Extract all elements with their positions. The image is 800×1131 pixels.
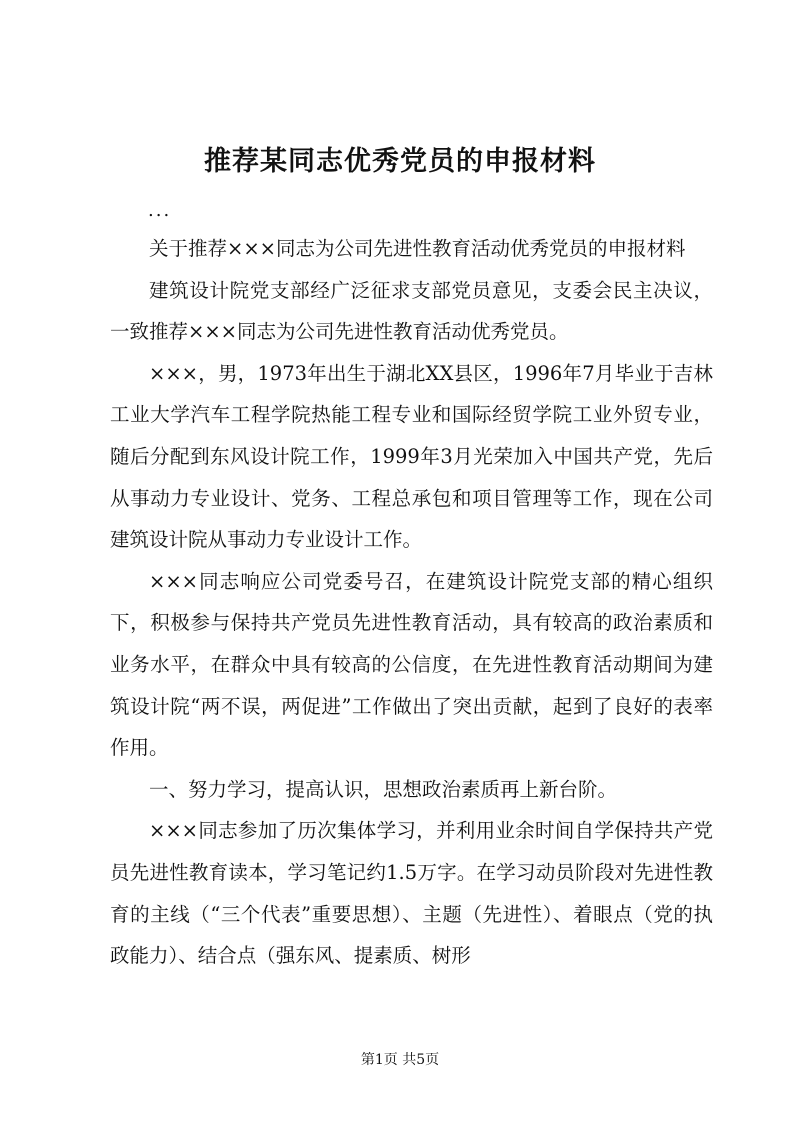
page-footer: 第1页 共5页 <box>360 1052 440 1068</box>
paragraph-recommendation: 建筑设计院党支部经广泛征求支部党员意见，支委会民主决议，一致推荐×××同志为公司先进性教育活动优秀党员。 <box>110 278 713 344</box>
paragraph-biography: ×××，男，1973年出生于湖北XX县区，1996年7月毕业于吉林工业大学汽车工程学院热能工程专业和国际经贸学院工业外贸专业，随后分配到东风设计院工作，1999年3月光荣加入中国共产党，先后从事动力专业设计、党务、工程总承包和项目管理等工作，现在公司建筑设计院从事动力专业设计工作。 <box>110 361 713 552</box>
section-heading-one: 一、努力学习，提高认识，思想政治素质再上新台阶。 <box>149 777 618 801</box>
ellipsis-mark: ... <box>148 200 172 221</box>
paragraph-contribution: ×××同志响应公司党委号召，在建筑设计院党支部的精心组织下，积极参与保持共产党员先进性教育活动，具有较高的政治素质和业务水平，在群众中具有较高的公信度，在先进性教育活动期间为建筑设计院“两不误，两促进”工作做出了突出贡献，起到了良好的表率作用。 <box>110 569 713 760</box>
paragraph-study: ×××同志参加了历次集体学习，并利用业余时间自学保持共产党员先进性教育读本，学习笔记约1.5万字。在学习动员阶段对先进性教育的主线（“三个代表”重要思想）、主题（先进性）、着眼点（党的执政能力）、结合点（强东风、提素质、树形 <box>110 819 713 968</box>
document-title: 推荐某同志优秀党员的申报材料 <box>204 146 596 177</box>
paragraph-heading-line: 关于推荐×××同志为公司先进性教育活动优秀党员的申报材料 <box>149 237 686 260</box>
document-body <box>110 228 713 977</box>
